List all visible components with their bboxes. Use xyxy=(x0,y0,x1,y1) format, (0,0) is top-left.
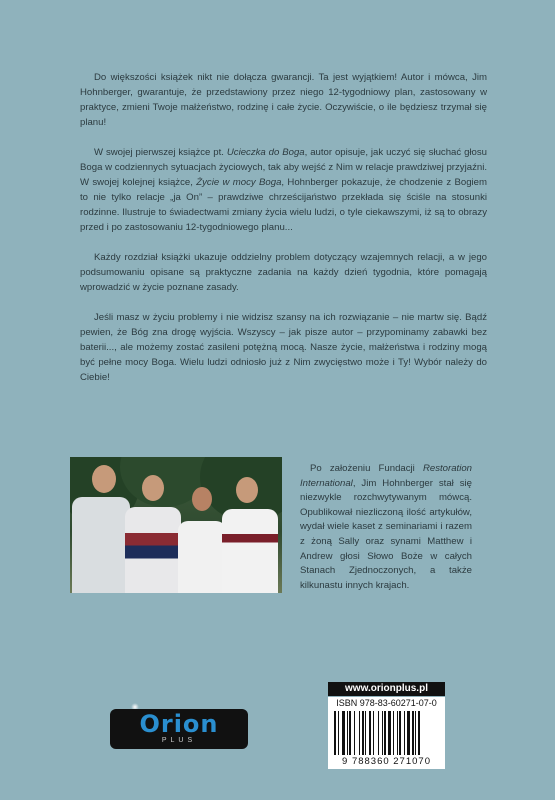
barcode-stripe xyxy=(369,711,371,755)
paragraph-guarantee: Do większości książek nikt nie dołącza gwarancji. Ta jest wyjątkiem! Autor i mówca, Jim Hohnberger, gwarantuje, że przedstawiony przez niego 12-tygodniowy plan, zastosowany w praktyce, zmieni Twoje małżeństwo, rodzinę i całe życie. Oczywiście, o ile będziesz trzymał się planu! xyxy=(80,72,487,128)
barcode-stripe xyxy=(382,711,383,755)
barcode-stripe xyxy=(362,711,364,755)
publisher-website: www.orionplus.pl xyxy=(328,682,445,696)
orion-plus-logo xyxy=(110,709,248,749)
barcode xyxy=(334,711,439,755)
barcode-stripe xyxy=(397,711,398,755)
paragraph-previous-books: W swojej pierwszej książce pt. Ucieczka do Boga, autor opisuje, jak uczyć się słuchać głosu Boga w codziennych sytuacjach życiowych, tak aby wejść z Nim w relacje prawdziwej przyjaźni. W swojej kolejnej książce, Życie w mocy Boga, Hohnberger pokazuje, że chodzenie z Bogiem to nie tylko relacje „ja On” – prawdziwe chrześcijaństwo przekłada się ściśle na stosunki rodzinne. Ilustruje to świadectwami zmiany życia wielu ludzi, o tyle ciekawszymi, iż są to obrazy przed i po zastosowaniu 12-tygodniowego planu... xyxy=(80,147,488,233)
barcode-stripe xyxy=(347,711,348,755)
book-title-zycie: Życie w mocy Boga xyxy=(196,177,282,188)
logo-wordmark: Orion xyxy=(139,710,219,738)
barcode-stripe xyxy=(338,711,339,755)
author-bio: Po założeniu Fundacji Restoration International, Jim Hohnberger stał się niezwykle rozchwytywanym mówcą. Opublikował niezliczoną ilość artykułów, wydał wiele kaset z seminariami i razem z żoną Sally oraz synami Matthew i Andrew głosi Słowo Boże w całych Stanach Zjednoczonych, a także kilkunastu innych krajach. xyxy=(300,463,472,591)
barcode-stripe xyxy=(378,711,379,755)
barcode-stripe xyxy=(373,711,374,755)
organization-name: Restoration International xyxy=(300,463,472,489)
barcode-stripe xyxy=(393,711,394,755)
barcode-stripe xyxy=(388,711,391,755)
barcode-digits: 9 788360 271070 xyxy=(342,756,431,767)
barcode-stripe xyxy=(365,711,366,755)
barcode-stripe xyxy=(342,711,345,755)
barcode-stripe xyxy=(399,711,401,755)
barcode-stripe xyxy=(354,711,355,755)
barcode-stripe xyxy=(412,711,414,755)
isbn-number: ISBN 978-83-60271-07-0 xyxy=(336,698,437,708)
barcode-stripe xyxy=(418,711,420,755)
barcode-stripe xyxy=(384,711,386,755)
barcode-stripe xyxy=(334,711,336,755)
barcode-stripe xyxy=(359,711,360,755)
barcode-stripe xyxy=(404,711,405,755)
back-cover-description xyxy=(80,70,487,400)
paragraph-chapters: Każdy rozdział książki ukazuje oddzielny problem dotyczący wzajemnych relacji, a w jego podsumowaniu opisane są praktyczne zadania na każdy dzień tygodnia, które pomagają wprowadzić w życie poznane zasady. xyxy=(80,252,487,293)
paragraph-encouragement: Jeśli masz w życiu problemy i nie widzisz szansy na ich rozwiązanie – nie martw się. Bądź pewien, że Bóg zna drogę wyjścia. Wszyscy – jak pisze autor – przypominamy zabawki bez baterii..., ale możemy zostać zasileni potężną mocą. Nasze życie, małżeństwa i rodziny mogą być pełne mocy Boga. Wielu ludzi odniosło już z Nim zwycięstwo może i Ty! Wybór należy do Ciebie! xyxy=(80,312,487,383)
barcode-stripe xyxy=(407,711,410,755)
barcode-stripe xyxy=(415,711,416,755)
barcode-label xyxy=(328,697,445,769)
book-title-ucieczka: Ucieczka do Boga xyxy=(226,147,305,158)
family-photo xyxy=(70,457,282,593)
logo-subtitle: PLUS xyxy=(161,737,197,744)
barcode-stripe xyxy=(349,711,351,755)
